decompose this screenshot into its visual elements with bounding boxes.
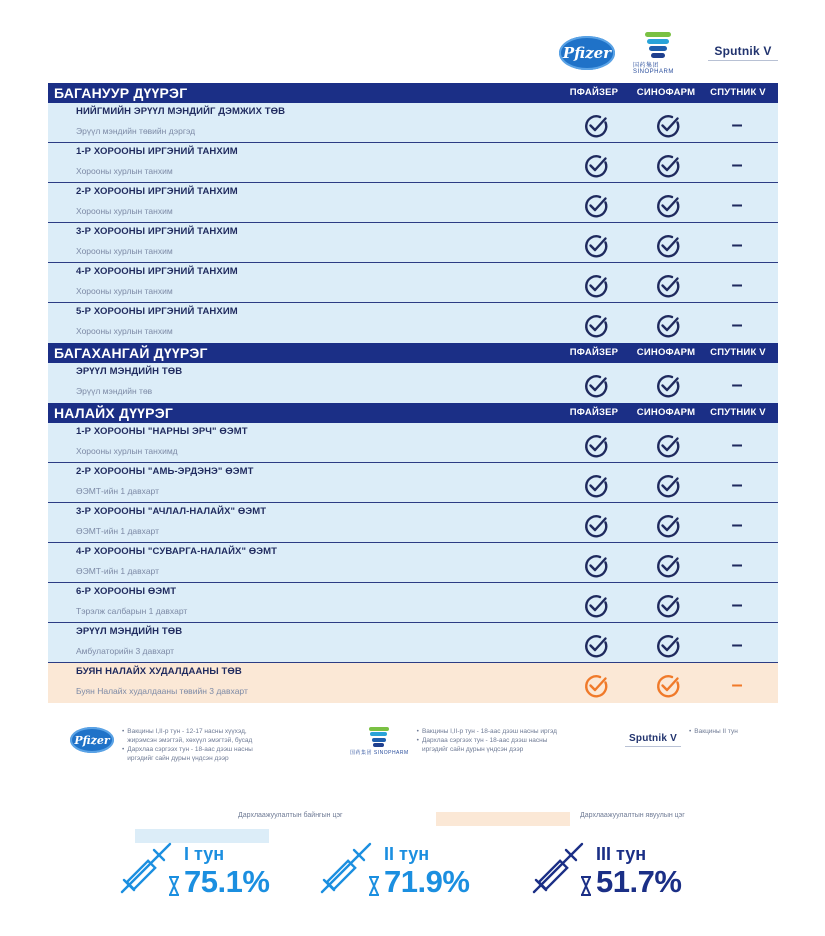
location-detail: Эрүүл мэндийн төвийн дэргэд (76, 126, 196, 136)
column-sinopharm: СИНОФАРМ (636, 87, 696, 98)
sputnik-logo (703, 30, 783, 76)
location-name: ЭРҮҮЛ МЭНДИЙН ТӨВ (76, 366, 183, 377)
table-row (48, 103, 778, 143)
check-circle-icon (583, 513, 609, 539)
pfizer-logo-small: Pfizer (70, 727, 114, 753)
unavailable-dash: – (731, 674, 743, 696)
unavailable-dash: – (731, 114, 743, 136)
table-row (48, 363, 778, 403)
check-circle-icon (583, 273, 609, 299)
check-circle-icon (655, 153, 681, 179)
check-circle-icon (655, 373, 681, 399)
check-circle-icon (655, 513, 681, 539)
check-circle-icon (583, 233, 609, 259)
location-detail: Хорооны хурлын танхим (76, 166, 173, 176)
district-title: БАГАХАНГАЙ ДҮҮРЭГ (54, 345, 208, 361)
location-name: БУЯН НАЛАЙХ ХУДАЛДААНЫ ТӨВ (76, 666, 242, 677)
table-row (48, 303, 778, 343)
legend-sputnik (625, 727, 738, 749)
location-detail: Хорооны хурлын танхимд (76, 446, 178, 456)
sputnik-tagline-line (708, 60, 778, 63)
mobile-point-label: Дархлаажуулалтын явуулын цэг (580, 812, 685, 819)
legend-pfizer-text (122, 727, 253, 763)
column-sputnik: СПУТНИК V (710, 87, 766, 98)
pfizer-logo (556, 30, 618, 76)
legend-sputnik-text (689, 727, 738, 736)
location-name: 3-Р ХОРООНЫ ИРГЭНИЙ ТАНХИМ (76, 226, 238, 237)
unavailable-dash: – (731, 274, 743, 296)
column-sinopharm: СИНОФАРМ (636, 347, 696, 358)
check-circle-icon (583, 373, 609, 399)
unavailable-dash: – (731, 314, 743, 336)
check-circle-icon (583, 553, 609, 579)
check-circle-icon (583, 433, 609, 459)
section-header (48, 83, 778, 103)
check-circle-icon (583, 673, 609, 699)
table-row (48, 463, 778, 503)
unavailable-dash: – (731, 554, 743, 576)
location-detail: ӨЭМТ-ийн 1 давхарт (76, 526, 159, 536)
column-pfizer: ПФАЙЗЕР (569, 87, 619, 98)
check-circle-icon (655, 433, 681, 459)
location-detail: Эрүүл мэндийн төв (76, 386, 153, 396)
check-circle-icon (655, 113, 681, 139)
location-detail: Буян Налайх худалдааны төвийн 3 давхарт (76, 686, 248, 696)
legend-line: • Дархлаа сэргээх тун - 18-аас дээш насны (416, 737, 548, 744)
location-name: 2-Р ХОРООНЫ ИРГЭНИЙ ТАНХИМ (76, 186, 238, 197)
table-row (48, 543, 778, 583)
legend-sinopharm (350, 727, 557, 756)
check-circle-icon (583, 473, 609, 499)
location-name: 4-Р ХОРООНЫ ИРГЭНИЙ ТАНХИМ (76, 266, 238, 277)
check-circle-icon (583, 593, 609, 619)
location-detail: Тэрэлж салбарын 1 давхарт (76, 606, 188, 616)
check-circle-icon (583, 313, 609, 339)
dose-1-label: I тун (184, 844, 225, 864)
table-row (48, 223, 778, 263)
table-row (48, 583, 778, 623)
hourglass-icon (168, 876, 180, 896)
legend-pfizer (70, 727, 253, 763)
table-row (48, 423, 778, 463)
location-name: ЭРҮҮЛ МЭНДИЙН ТӨВ (76, 626, 183, 637)
location-name: НИЙГМИЙН ЭРҮҮЛ МЭНДИЙГ ДЭМЖИХ ТӨВ (76, 106, 286, 117)
mobile-point-swatch (436, 812, 570, 826)
unavailable-dash: – (731, 194, 743, 216)
district-title: НАЛАЙХ ДҮҮРЭГ (54, 405, 173, 421)
unavailable-dash: – (731, 474, 743, 496)
table-row (48, 263, 778, 303)
table-row (48, 623, 778, 663)
dose-2-label: II тун (384, 844, 430, 864)
column-pfizer: ПФАЙЗЕР (569, 407, 619, 418)
sinopharm-logo (633, 30, 683, 76)
check-circle-icon (583, 153, 609, 179)
hourglass-icon (368, 876, 380, 896)
sinopharm-mark-icon-small (369, 727, 389, 747)
location-name: 1-Р ХОРООНЫ ИРГЭНИЙ ТАНХИМ (76, 146, 238, 157)
sputnik-wordmark-small: Sputnik V (629, 733, 677, 744)
legend-line: иргэдийг сайн дурын үндсэн дээр (127, 755, 229, 762)
location-detail: Хорооны хурлын танхим (76, 286, 173, 296)
location-name: 4-Р ХОРООНЫ "СУВАРГА-НАЛАЙХ" ӨЭМТ (76, 546, 278, 557)
column-sputnik: СПУТНИК V (710, 407, 766, 418)
check-circle-icon (655, 673, 681, 699)
location-name: 3-Р ХОРООНЫ "АЧЛАЛ-НАЛАЙХ" ӨЭМТ (76, 506, 267, 517)
district-title: БАГАНУУР ДҮҮРЭГ (54, 85, 188, 101)
vaccination-points-table (48, 83, 778, 703)
check-circle-icon (655, 593, 681, 619)
unavailable-dash: – (731, 154, 743, 176)
location-detail: Хорооны хурлын танхим (76, 206, 173, 216)
location-detail: Амбулаторийн 3 давхарт (76, 646, 175, 656)
location-detail: ӨЭМТ-ийн 1 давхарт (76, 566, 159, 576)
legend-line: жирэмсэн эмэгтэй, хөхүүл эмэгтэй, бусад (127, 737, 253, 744)
legend-line: • Вакцины I,II-р тун - 12-17 насны хүүхэд, (122, 728, 247, 735)
legend-sinopharm-text (417, 727, 557, 754)
hourglass-icon (580, 876, 592, 896)
location-detail: ӨЭМТ-ийн 1 давхарт (76, 486, 159, 496)
unavailable-dash: – (731, 594, 743, 616)
section-header (48, 343, 778, 363)
location-name: 6-Р ХОРООНЫ ӨЭМТ (76, 586, 177, 597)
dose-1-percent: 75.1% (184, 864, 270, 899)
table-row (48, 503, 778, 543)
legend-line: • Дархлаа сэргээх тун - 18-аас дээш насны (122, 746, 253, 753)
location-detail: Хорооны хурлын танхим (76, 326, 173, 336)
legend-line: • Вакцины I,II-р тун - 18-аас дээш насны иргэд (416, 728, 557, 735)
location-detail: Хорооны хурлын танхим (76, 246, 173, 256)
sinopharm-mark-icon (645, 32, 671, 58)
check-circle-icon (583, 113, 609, 139)
pfizer-wordmark: Pfizer (559, 36, 615, 70)
unavailable-dash: – (731, 434, 743, 456)
check-circle-icon (583, 633, 609, 659)
sinopharm-wordmark: 国药集团 SINOPHARM (633, 62, 674, 75)
unavailable-dash: – (731, 634, 743, 656)
legend-line: • Вакцины II тун (689, 728, 738, 735)
check-circle-icon (655, 473, 681, 499)
location-name: 2-Р ХОРООНЫ "АМЬ-ЭРДЭНЭ" ӨЭМТ (76, 466, 254, 477)
check-circle-icon (655, 193, 681, 219)
table-row (48, 143, 778, 183)
dose-3-label: III тун (596, 844, 647, 864)
table-row (48, 663, 778, 703)
location-name: 1-Р ХОРООНЫ "НАРНЫ ЭРЧ" ӨЭМТ (76, 426, 248, 437)
sputnik-tagline-line-small (625, 746, 681, 749)
check-circle-icon (583, 193, 609, 219)
unavailable-dash: – (731, 234, 743, 256)
legend-line: иргэдийг сайн дурын үндсэн дээр (421, 746, 524, 753)
column-sputnik: СПУТНИК V (710, 347, 766, 358)
check-circle-icon (655, 553, 681, 579)
column-sinopharm: СИНОФАРМ (636, 407, 696, 418)
check-circle-icon (655, 233, 681, 259)
check-circle-icon (655, 273, 681, 299)
check-circle-icon (655, 313, 681, 339)
coverage-key (0, 812, 825, 826)
location-name: 5-Р ХОРООНЫ ИРГЭНИЙ ТАНХИМ (76, 306, 238, 317)
unavailable-dash: – (731, 514, 743, 536)
column-pfizer: ПФАЙЗЕР (569, 347, 619, 358)
section-header (48, 403, 778, 423)
vaccine-logos (0, 30, 825, 76)
vaccine-legend (0, 727, 825, 787)
table-row (48, 183, 778, 223)
sinopharm-wordmark-small: 国药集团 SINOPHARM (350, 750, 409, 756)
fixed-point-swatch (135, 829, 269, 843)
unavailable-dash: – (731, 374, 743, 396)
dose-3-percent: 51.7% (596, 864, 682, 899)
fixed-point-label: Дархлаажуулалтын байнгын цэг (238, 812, 343, 819)
check-circle-icon (655, 633, 681, 659)
sputnik-wordmark: Sputnik V (714, 43, 772, 58)
dose-2-percent: 71.9% (384, 864, 470, 899)
